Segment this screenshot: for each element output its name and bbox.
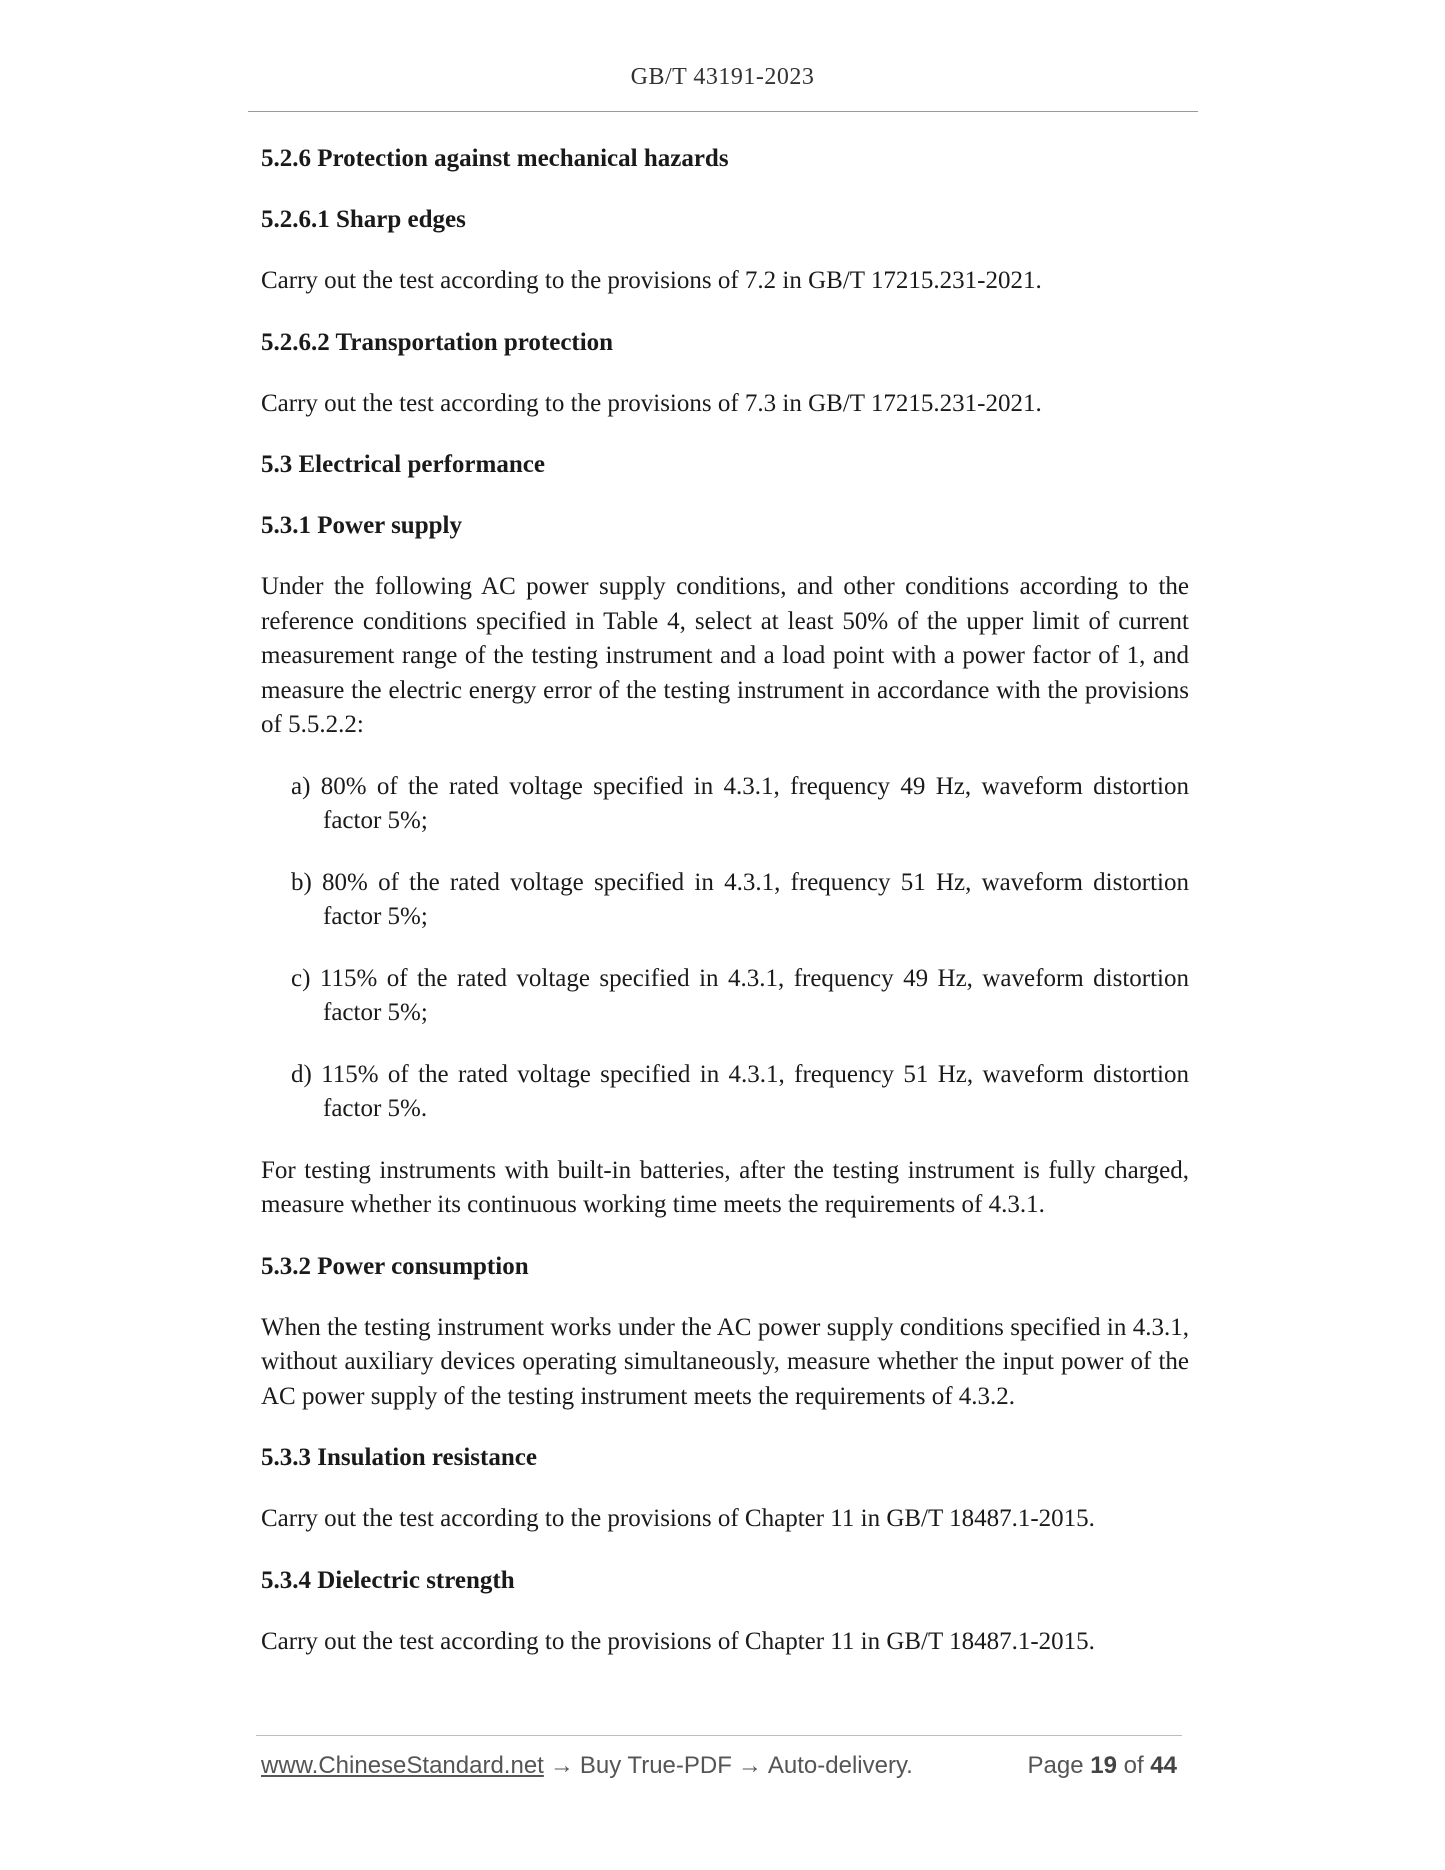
paragraph: Carry out the test according to the provisions of 7.3 in GB/T 17215.231-2021. [261,389,1042,417]
paragraph: When the testing instrument works under the AC power supply conditions specified in 4.3.1, without auxiliary devices operating simultaneously, measure whether the input power of the AC power supply of the testing instrument meets the requirements of 4.3.2. [261,1313,1189,1410]
arrow-right-icon: → [737,1752,762,1779]
paragraph: Under the following AC power supply conditions, and other conditions according to the reference conditions specified in Table 4, select at least 50% of the upper limit of current measurement range of the testing instrument and a load point with a power factor of 1, and measure the electric energy error of the testing instrument in accordance with the provisions of 5.5.2.2: [261,573,1189,738]
list-item: c) 115% of the rated voltage specified in 4.3.1, frequency 49 Hz, waveform distortion factor 5%; [291,964,1189,1026]
list-item: d) 115% of the rated voltage specified in 4.3.1, frequency 51 Hz, waveform distortion factor 5%. [291,1060,1189,1122]
page-number: 19 [1090,1752,1117,1779]
auto-delivery-text: Auto-delivery. [767,1752,913,1779]
page-footer [261,1752,1177,1780]
section-heading: 5.3.4 Dielectric strength [261,1566,515,1594]
paragraph: Carry out the test according to the provisions of 7.2 in GB/T 17215.231-2021. [261,267,1042,294]
page-total: 44 [1150,1752,1177,1779]
section-heading: 5.3.2 Power consumption [261,1252,529,1280]
list-item: a) 80% of the rated voltage specified in 4.3.1, frequency 49 Hz, waveform distortion factor 5%; [291,772,1189,834]
footer-left [261,1752,913,1780]
footer-divider [256,1735,1182,1736]
arrow-right-icon: → [549,1752,574,1779]
document-body [261,142,1189,1686]
header-divider [248,111,1198,112]
section-heading: 5.3.3 Insulation resistance [261,1444,537,1471]
page-indicator [1028,1752,1178,1780]
document-header: GB/T 43191-2023 [630,64,815,90]
page-label: Page [1027,1752,1084,1779]
section-heading: 5.2.6.2 Transportation protection [261,328,614,356]
section-heading: 5.2.6 Protection against mechanical hazards [261,145,729,172]
list-item: b) 80% of the rated voltage specified in 4.3.1, frequency 51 Hz, waveform distortion factor 5%; [291,868,1189,930]
paragraph: Carry out the test according to the provisions of Chapter 11 in GB/T 18487.1-2015. [261,1505,1095,1532]
section-heading: 5.3 Electrical performance [261,451,545,478]
chinesestandard-link[interactable]: www.ChineseStandard.net [261,1752,544,1779]
section-heading: 5.3.1 Power supply [261,512,462,539]
of-label: of [1123,1752,1144,1779]
paragraph: For testing instruments with built-in batteries, after the testing instrument is fully charged, measure whether its continuous working time meets the requirements of 4.3.1. [261,1156,1189,1218]
paragraph: Carry out the test according to the provisions of Chapter 11 in GB/T 18487.1-2015. [261,1627,1095,1655]
buy-true-pdf-text: Buy True-PDF [579,1752,732,1779]
section-heading: 5.2.6.1 Sharp edges [261,206,466,233]
